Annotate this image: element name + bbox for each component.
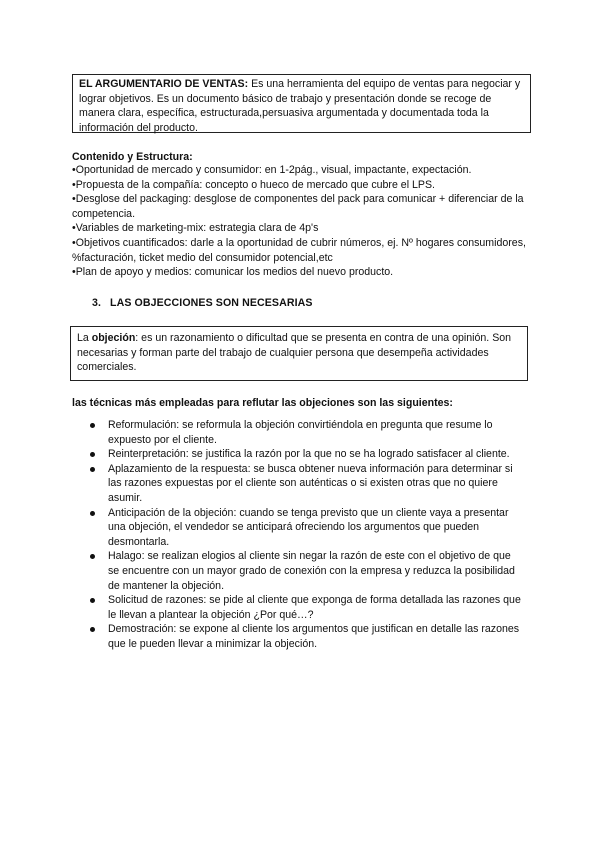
objecion-text: : es un razonamiento o dificultad que se presenta en contra de una opinión. Son necesarias y forman parte del trabajo de cualquier persona que desempeña actividades comerciales. — [77, 332, 512, 374]
list-item — [90, 506, 522, 550]
list-item-text: Reinterpretación: se justifica la razón por la que no se ha logrado satisfacer al cliente. — [108, 448, 510, 461]
contenido-item: •Plan de apoyo y medios: comunicar los medios del nuevo producto. — [72, 266, 394, 279]
bullet-dot-icon — [90, 598, 95, 603]
list-item-text: Aplazamiento de la respuesta: se busca obtener nueva información para determinar si las razones expuestas por el cliente son auténticas o si existen otras que no quiere asumir. — [108, 462, 513, 504]
contenido-item: •Variables de marketing-mix: estrategia clara de 4p's — [72, 222, 319, 235]
list-item — [90, 447, 522, 462]
bullet-dot-icon — [90, 511, 95, 516]
list-item — [90, 549, 522, 593]
argumentario-title: EL ARGUMENTARIO DE VENTAS: — [79, 78, 249, 90]
objecion-prefix: La — [77, 332, 92, 344]
bullet-dot-icon — [90, 627, 95, 632]
list-item-text: Halago: se realizan elogios al cliente sin negar la razón de este con el objetivo de que se encuentre con un mayor grado de conexión con la empresa y reduzca la posibilidad de mantener la objeción. — [108, 550, 515, 592]
bullet-dot-icon — [90, 554, 95, 559]
list-item — [90, 593, 522, 622]
contenido-item: •Objetivos cuantificados: darle a la oportunidad de cubrir números, ej. Nº hogares consumidores, %facturación, ticket medio del consumidor potencial,etc — [72, 236, 526, 264]
contenido-heading: Contenido y Estructura: — [72, 151, 193, 163]
section-3-title — [92, 296, 313, 311]
argumentario-box — [72, 74, 531, 133]
tecnicas-list — [90, 418, 522, 652]
bullet-dot-icon — [90, 423, 95, 428]
contenido-list — [72, 163, 532, 280]
bullet-dot-icon — [90, 452, 95, 457]
list-item-text: Solicitud de razones: se pide al cliente que exponga de forma detallada las razones que le llevan a plantear la objeción ¿Por qué…? — [108, 594, 521, 621]
list-item — [90, 622, 522, 651]
list-item-text: Demostración: se expone al cliente los argumentos que justifican en detalle las razones que le pueden llevar a minimizar la objeción. — [108, 623, 520, 650]
contenido-item: •Desglose del packaging: desglose de componentes del pack para comunicar + diferenciar de la competencia. — [72, 193, 524, 220]
objecion-box — [70, 326, 528, 381]
section-number: 3. — [92, 297, 102, 309]
list-item — [90, 462, 522, 506]
contenido-item: •Oportunidad de mercado y consumidor: en 1-2pág., visual, impactante, expectación. — [72, 164, 472, 176]
list-item-text: Reformulación: se reformula la objeción convirtiéndola en pregunta que resume lo expuesto por el cliente. — [108, 419, 493, 446]
list-item — [90, 418, 522, 447]
objecion-term: objeción — [91, 332, 136, 344]
contenido-item: •Propuesta de la compañía: concepto o hueco de mercado que cubre el LPS. — [72, 178, 435, 191]
list-item-text: Anticipación de la objeción: cuando se tenga previsto que un cliente vaya a presentar una objeción, el vendedor se anticipará ofreciendo los argumentos que pueden desmontarla. — [108, 506, 509, 548]
bullet-dot-icon — [90, 467, 95, 472]
tecnicas-heading: las técnicas más empleadas para reflutar las objeciones son las siguientes: — [72, 397, 453, 409]
argumentario-text: Es una herramienta del equipo de ventas para negociar y lograr objetivos. Es un documento básico de trabajo y presentación donde se recoge de manera clara, específica, estructurada,persuasiva argumentada y documentada toda la información del producto. — [79, 78, 521, 134]
section-title-text: LAS OBJECCIONES SON NECESARIAS — [110, 297, 313, 309]
